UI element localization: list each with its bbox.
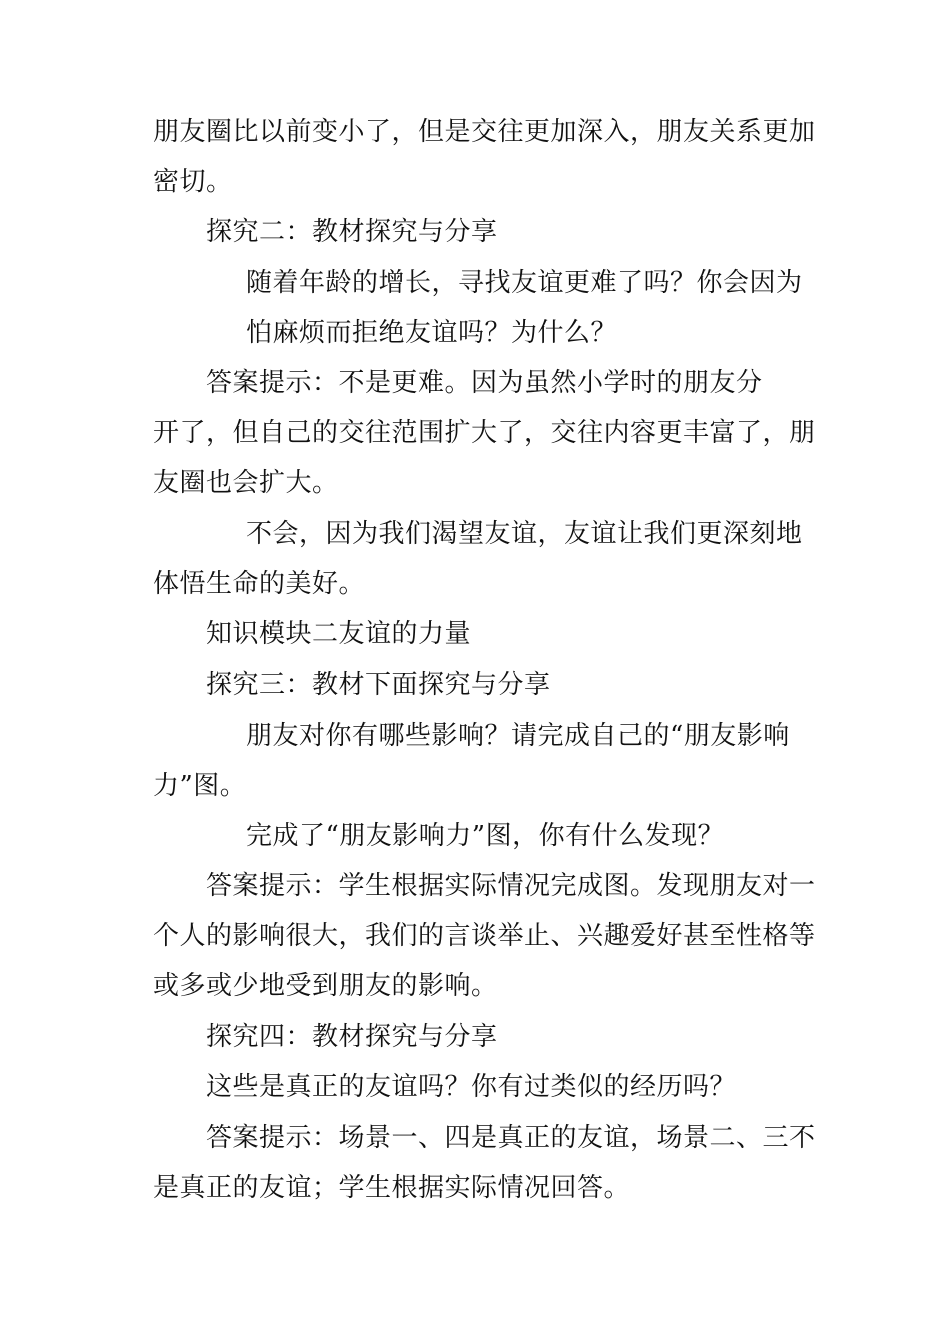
answer-line: 个人的影响很大，我们的言谈举止、兴趣爱好甚至性格等 [153,921,816,951]
answer-line: 友圈也会扩大。 [153,468,339,498]
question-line: 朋友对你有哪些影响？请完成自己的“朋友影响 [246,721,790,751]
answer-line: 答案提示：场景一、四是真正的友谊，场景二、三不 [206,1123,816,1153]
question-line: 怕麻烦而拒绝友谊吗？为什么？ [246,318,618,348]
section-heading: 探究二：教材探究与分享 [206,217,498,247]
answer-line: 是真正的友谊；学生根据实际情况回答。 [153,1173,631,1203]
answer-line: 体悟生命的美好。 [153,569,366,599]
section-heading: 探究三：教材下面探究与分享 [206,670,551,700]
answer-line: 开了，但自己的交往范围扩大了，交往内容更丰富了，朋 [153,418,816,448]
question-line: 完成了“朋友影响力”图，你有什么发现？ [246,821,725,851]
answer-line: 答案提示：学生根据实际情况完成图。发现朋友对一 [206,871,816,901]
paragraph-line: 朋友圈比以前变小了，但是交往更加深入，朋友关系更加 [153,117,816,147]
paragraph-line: 密切。 [153,167,233,197]
question-line: 力”图。 [153,771,247,801]
answer-line: 不会，因为我们渴望友谊，友谊让我们更深刻地 [246,519,803,549]
answer-line: 或多或少地受到朋友的影响。 [153,971,498,1001]
module-heading: 知识模块二友谊的力量 [206,619,472,649]
question-line: 随着年龄的增长，寻找友谊更难了吗？你会因为 [246,268,803,298]
answer-line: 答案提示：不是更难。因为虽然小学时的朋友分 [206,368,763,398]
question-line: 这些是真正的友谊吗？你有过类似的经历吗？ [206,1072,737,1102]
section-heading: 探究四：教材探究与分享 [206,1022,498,1052]
